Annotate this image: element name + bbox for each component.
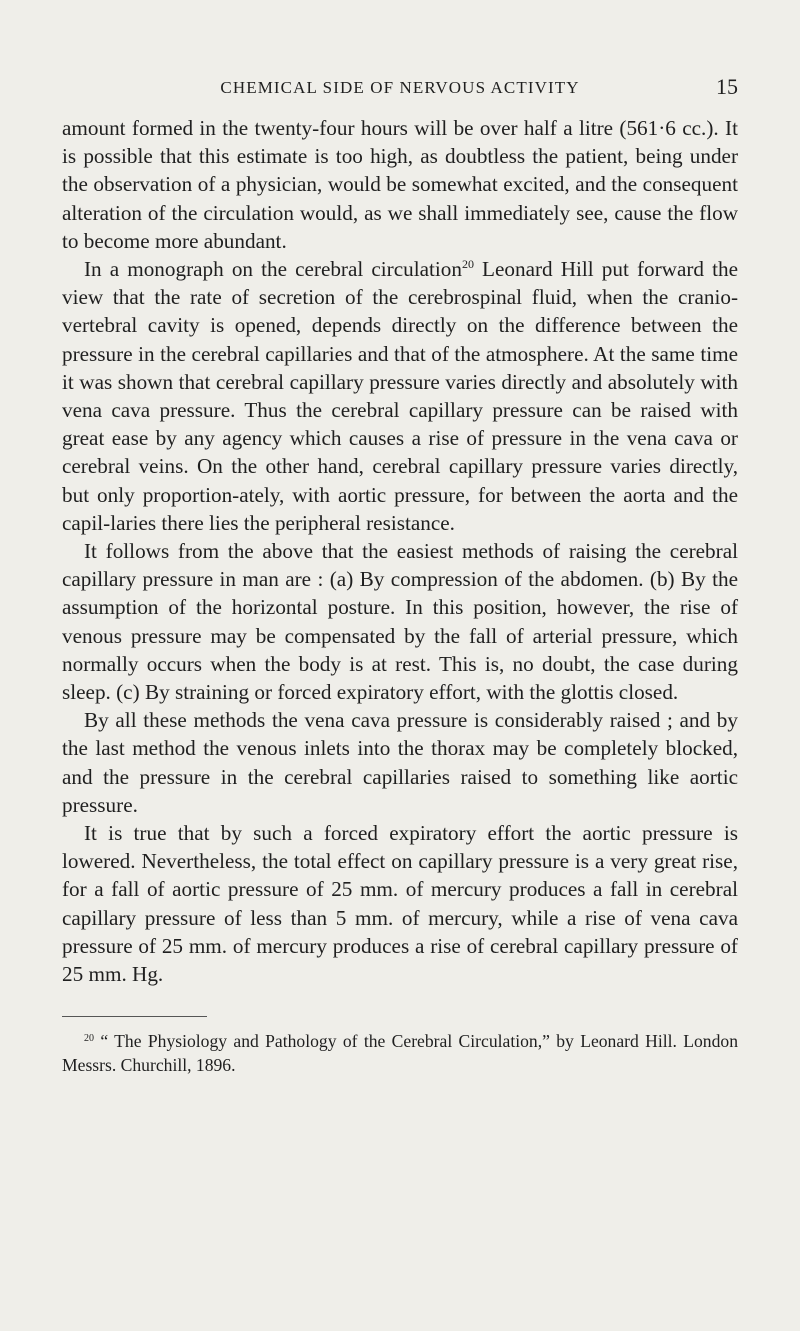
footnote-text: “ The Physiology and Pathology of the Cerebral Circulation,” by Leonard Hill. London Messrs. Churchill, 1896.: [62, 1031, 738, 1076]
paragraph-2-rest: Leonard Hill put forward the view that the rate of secretion of the cerebrospinal fluid, when the cranio-vertebral cavity is opened, depends directly on the difference between the pressure in the cerebral capillaries and that of the atmosphere. At the same time it was shown that cerebral capillary pressure varies directly and absolutely with vena cava pressure. Thus the cerebral capillary pressure can be raised with great ease by any agency which causes a rise of pressure in the vena cava or cerebral veins. On the other hand, cerebral capillary pressure varies directly, but only proportion-ately, with aortic pressure, for between the aorta and the capil-laries there lies the peripheral resistance.: [62, 257, 738, 535]
book-page: [62, 74, 738, 1077]
page-number: 15: [716, 74, 738, 99]
footnote: [62, 1029, 738, 1077]
paragraph-1: amount formed in the twenty-four hours will be over half a litre (561·6 cc.). It is possible that this estimate is too high, as doubtless the patient, being under the observation of a physician, would be somewhat excited, and the consequent alteration of the circulation would, as we shall immediately see, cause the flow to become more abundant.: [62, 116, 738, 253]
paragraph-5: It is true that by such a forced expiratory effort the aortic pressure is lowered. Nevertheless, the total effect on capillary pressure is a very great rise, for a fall of aortic pressure of 25 mm. of mercury produces a fall in cerebral capillary pressure of less than 5 mm. of mercury, while a rise of vena cava pressure of 25 mm. of mercury produces a rise of cerebral capillary pressure of 25 mm. Hg.: [62, 821, 738, 987]
paragraph-4: By all these methods the vena cava pressure is considerably raised ; and by the last method the venous inlets into the thorax may be completely blocked, and the pressure in the cerebral capillaries raised to something like aortic pressure.: [62, 708, 738, 817]
running-head: CHEMICAL SIDE OF NERVOUS ACTIVITY: [220, 78, 580, 97]
footnote-reference: 20: [461, 257, 474, 272]
footnote-number: 20: [84, 1033, 94, 1045]
page-header: [62, 74, 738, 104]
body-text: [62, 114, 738, 988]
footnote-divider: [62, 1016, 207, 1017]
paragraph-3: It follows from the above that the easiest methods of raising the cerebral capillary pressure in man are : (a) By compression of the abdomen. (b) By the assumption of the horizontal posture. In this position, however, the rise of venous pressure may be compensated by the fall of arterial pressure, which normally occurs when the body is at rest. This is, no doubt, the case during sleep. (c) By straining or forced expiratory effort, with the glottis closed.: [62, 539, 738, 705]
paragraph-2: [62, 255, 738, 537]
paragraph-2-start: In a monograph on the cerebral circulation: [84, 257, 462, 282]
